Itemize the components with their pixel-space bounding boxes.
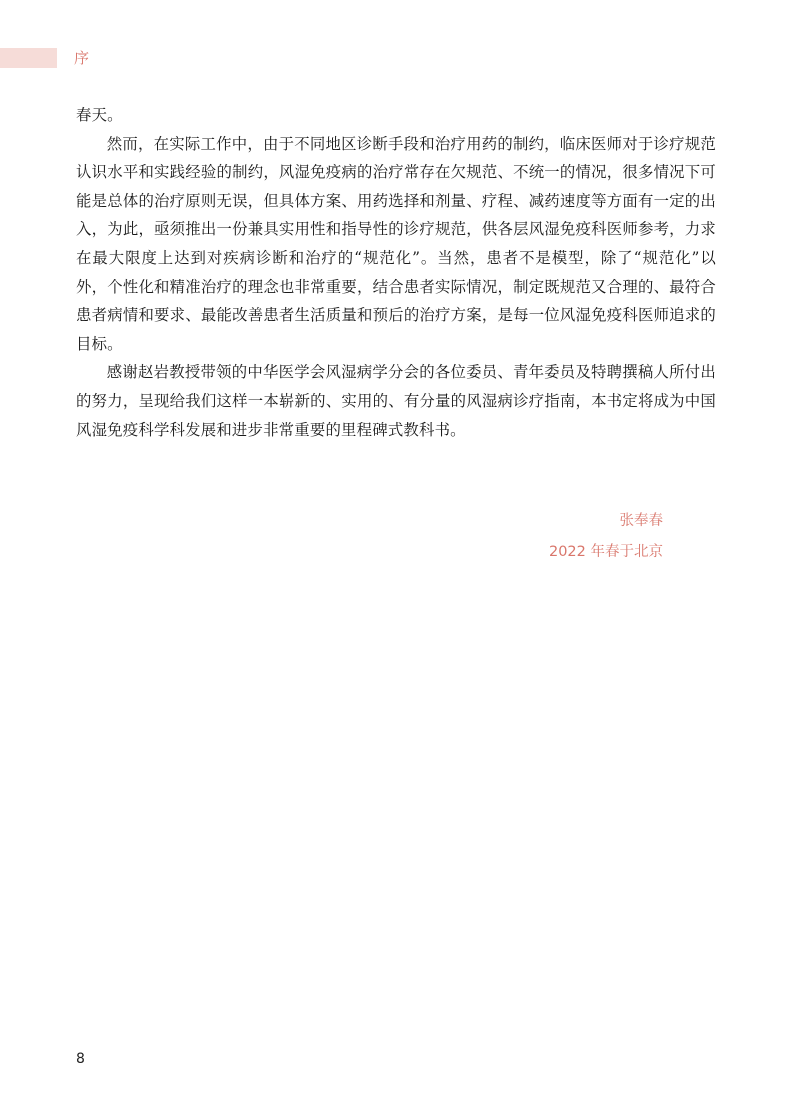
signature-block xyxy=(549,506,663,568)
paragraph: 春天。 xyxy=(76,106,123,124)
header-accent-bar xyxy=(0,48,57,68)
section-title: 序 xyxy=(74,49,90,67)
author-name: 张奉春 xyxy=(619,513,663,529)
signature-date: 2022 年春于北京 xyxy=(548,544,663,560)
paragraph: 然而，在实际工作中，由于不同地区诊断手段和治疗用药的制约，临床医师对于诊疗规范认识水平和实践经验的制约，风湿免疫病的治疗常存在欠规范、不统一的情况，很多情况下可能是总体的治疗原则无误，但具体方案、用药选择和剂量、疗程、减药速度等方面有一定的出入，为此，亟须推出一份兼具实用性和指导性的诊疗规范，供各层风湿免疫科医师参考，力求在最大限度上达到对疾病诊断和治疗的“规范化”。当然，患者不是模型，除了“规范化”以外，个性化和精准治疗的理念也非常重要，结合患者实际情况，制定既规范又合理的、最符合患者病情和要求、最能改善患者生活质量和预后的治疗方案，是每一位风湿免疫科医师追求的目标。 xyxy=(76,134,716,353)
paragraph: 感谢赵岩教授带领的中华医学会风湿病学分会的各位委员、青年委员及特聘撰稿人所付出的努力，呈现给我们这样一本崭新的、实用的、有分量的风湿病诊疗指南，本书定将成为中国风湿免疫科学科发展和进步非常重要的里程碑式教科书。 xyxy=(76,363,716,439)
page-number: 8 xyxy=(76,1051,85,1067)
body-text xyxy=(76,101,716,444)
